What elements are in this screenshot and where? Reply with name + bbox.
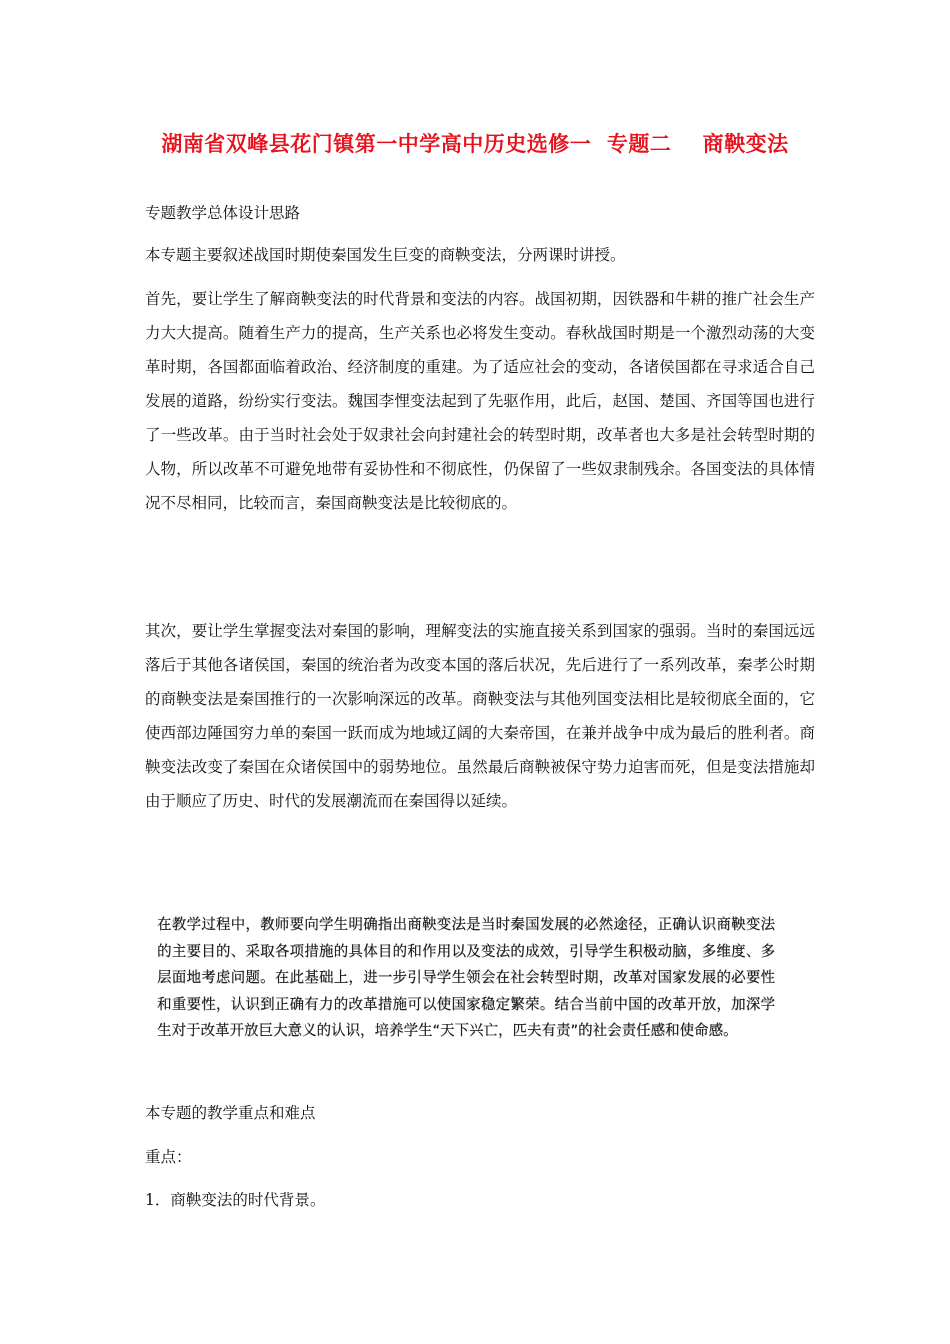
image-paragraph: 在教学过程中，教师要向学生明确指出商鞅变法是当时秦国发展的必然途径，正确认识商鞅变法的主要目的、采取各项措施的具体目的和作用以及变法的成效，引导学生积极动脑，多维度、多层面地考虑问题。在此基础上，进一步引导学生领会在社会转型时期，改革对国家发展的必要性和重要性，认识到正确有力的改革措施可以使国家稳定繁荣。结合当前中国的改革开放，加深学生对于改革开放巨大意义的认识，培养学生“天下兴亡，匹夫有责”的社会责任感和使命感。: [157, 917, 775, 1039]
document-title: 湖南省双峰县花门镇第一中学高中历史选修一 专题二 商鞅变法: [161, 132, 789, 156]
paragraph-impact: 其次，要让学生掌握变法对秦国的影响，理解变法的实施直接关系到国家的强弱。当时的秦国远远落后于其他各诸侯国，秦国的统治者为改变本国的落后状况，先后进行了一系列改革，秦孝公时期的商鞅变法是秦国推行的一次影响深远的改革。商鞅变法与其他列国变法相比是较彻底全面的，它使西部边陲国穷力单的秦国一跃而成为地域辽阔的大秦帝国，在兼并战争中成为最后的胜利者。商鞅变法改变了秦国在众诸侯国中的弱势地位。虽然最后商鞅被保守势力迫害而死，但是变法措施却由于顺应了历史、时代的发展潮流而在秦国得以延续。: [145, 622, 815, 810]
paragraph-background: 首先，要让学生了解商鞅变法的时代背景和变法的内容。战国初期，因铁器和牛耕的推广社会生产力大大提高。随着生产力的提高，生产关系也必将发生变动。春秋战国时期是一个激烈动荡的大变革时期，各国都面临着政治、经济制度的重建。为了适应社会的变动，各诸侯国都在寻求适合自己发展的道路，纷纷实行变法。魏国李悝变法起到了先驱作用，此后，赵国、楚国、齐国等国也进行了一些改革。由于当时社会处于奴隶社会向封建社会的转型时期，改革者也大多是社会转型时期的人物，所以改革不可避免地带有妥协性和不彻底性，仍保留了一些奴隶制残余。各国变法的具体情况不尽相同，比较而言，秦国商鞅变法是比较彻底的。: [145, 290, 815, 512]
section-heading: 专题教学总体设计思路: [145, 204, 301, 222]
intro-paragraph: 本专题主要叙述战国时期使秦国发生巨变的商鞅变法，分两课时讲授。: [145, 246, 626, 264]
key-points-label: 重点：: [145, 1148, 192, 1166]
embedded-text-image: [145, 908, 787, 1066]
key-point-item-1: 1．商鞅变法的时代背景。: [145, 1191, 326, 1209]
focus-heading: 本专题的教学重点和难点: [145, 1104, 316, 1122]
